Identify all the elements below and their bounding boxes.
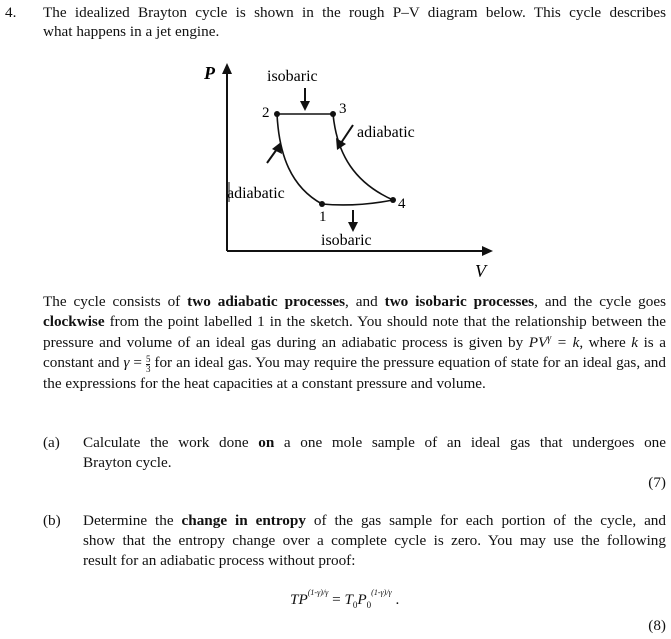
description-paragraph: The cycle consists of two adiabatic processes, and two isobaric processes, and the cycle goes clockwise from the point labelled 1 in the sketch. You should note that the relationship between the pressure and volume of an ideal gas during an adiabatic process is given by $PV^\gamma = k$, where k is a constant and γ = $\frac{5}{3}$ for an ideal gas. You may require the pressure equation of state for an ideal gas, and the expressions for the heat capacities at a constant pressure and volume. — [43, 293, 667, 393]
eq-pv: PV — [528, 333, 548, 351]
question-number: 4. — [5, 4, 17, 21]
v-axis-arrow-icon — [482, 246, 493, 256]
part-a-label: (a) — [43, 434, 60, 451]
arrow-diag-left-icon — [267, 142, 282, 163]
point-label-3: 3 — [339, 101, 347, 117]
part-a-line-1: Calculate the work done on a one mole sample of an ideal gas that undergoes one — [83, 434, 666, 451]
axis-label-p: P — [204, 63, 215, 83]
intro-line-2: what happens in a jet engine. — [43, 23, 220, 40]
point-3-dot — [330, 111, 336, 117]
arrow-down-bottom-icon — [348, 210, 358, 232]
point-1-dot — [319, 201, 325, 207]
arrow-down-top-icon — [300, 88, 310, 111]
point-4-dot — [390, 197, 396, 203]
part-b-line-2: show that the entropy change over a complete cycle is zero. You may use the following — [83, 532, 666, 549]
isobar-bottom — [322, 200, 393, 205]
fraction-5-3: $\frac{5}{3}$ — [145, 354, 151, 375]
bold-two-adiabatic: two adiabatic processes — [187, 293, 346, 310]
point-2-dot — [274, 111, 280, 117]
part-b-line-1: Determine the change in entropy of the gas sample for each portion of the cycle, and — [83, 512, 666, 529]
pv-diagram — [195, 55, 515, 285]
point-label-2: 2 — [262, 105, 270, 121]
p-axis-arrow-icon — [222, 63, 232, 74]
part-a-line-2: Brayton cycle. — [83, 454, 172, 471]
bold-two-isobaric: two isobaric processes — [384, 293, 535, 310]
part-b-marks: (8) — [648, 617, 666, 634]
part-b-label: (b) — [43, 512, 61, 529]
point-label-1: 1 — [319, 209, 327, 225]
label-isobaric-top: isobaric — [267, 68, 318, 85]
axis-label-v: V — [475, 261, 486, 281]
label-adiabatic-right: adiabatic — [357, 124, 415, 141]
intro-line-1: The idealized Brayton cycle is shown in the rough P–V diagram below. This cycle describes — [43, 4, 666, 21]
point-label-4: 4 — [398, 196, 406, 212]
part-b-line-3: result for an adiabatic process without proof: — [83, 552, 356, 569]
arrow-diag-right-icon — [336, 125, 353, 150]
label-isobaric-bottom: isobaric — [321, 232, 372, 249]
entropy-equation: $TP^{(1-\gamma)/\gamma} = T_0P_0^{(1-\gamma)/\gamma}$ . — [290, 588, 400, 611]
bold-clockwise: clockwise — [43, 313, 105, 331]
part-a-marks: (7) — [648, 474, 666, 491]
label-adiabatic-left: adiabatic — [227, 185, 285, 202]
